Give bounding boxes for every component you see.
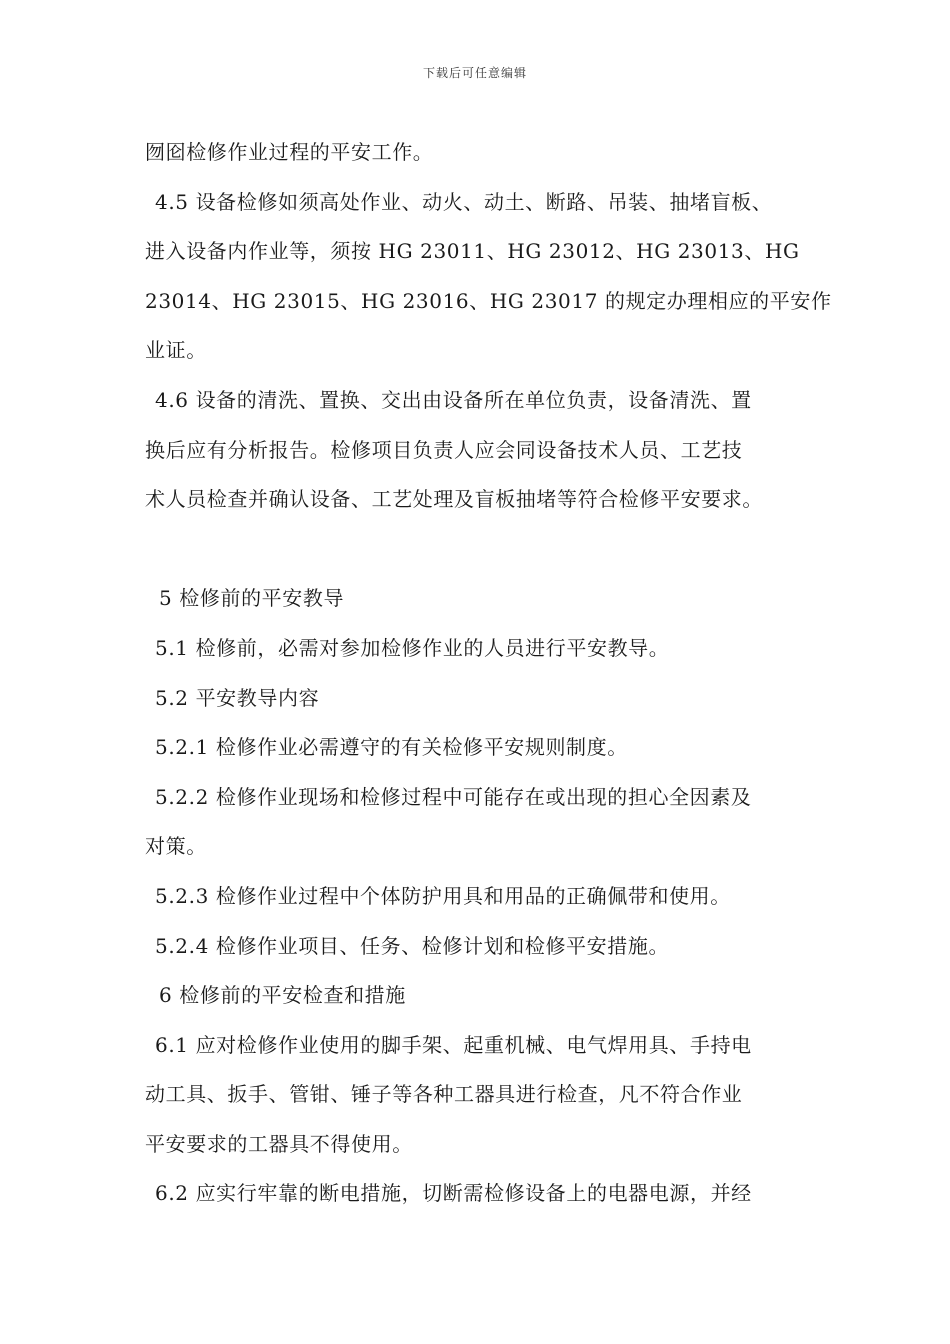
paragraph-line: 换后应有分析报告。检修项目负责人应会同设备技术人员、工艺技 — [145, 437, 743, 462]
paragraph-line: 进入设备内作业等，须按 HG 23011、HG 23012、HG 23013、HG — [145, 239, 800, 264]
paragraph-line: 6.2 应实行牢靠的断电措施，切断需检修设备上的电器电源，并经 — [155, 1181, 752, 1206]
section-heading: 5 检修前的平安教导 — [159, 586, 345, 611]
paragraph-line: 囫囵检修作业过程的平安工作。 — [145, 140, 434, 164]
paragraph-line: 5.2.3 检修作业过程中个体防护用具和用品的正确佩带和使用。 — [155, 883, 731, 908]
paragraph-line: 6.1 应对检修作业使用的脚手架、起重机械、电气焊用具、手持电 — [155, 1032, 752, 1057]
paragraph-line: 业证。 — [145, 338, 207, 363]
paragraph-line: 5.2.2 检修作业现场和检修过程中可能存在或出现的担心全因素及 — [155, 784, 752, 809]
paragraph-line: 5.2.4 检修作业项目、任务、检修计划和检修平安措施。 — [155, 933, 670, 958]
section-heading: 6 检修前的平安检查和措施 — [159, 983, 406, 1008]
document-body — [145, 128, 832, 1219]
paragraph-line: 23014、HG 23015、HG 23016、HG 23017 的规定办理相应的平安作 — [145, 288, 832, 313]
paragraph-line: 5.2 平安教导内容 — [155, 685, 320, 710]
paragraph-line: 动工具、扳手、管钳、锤子等各种工器具进行检查，凡不符合作业 — [145, 1082, 743, 1107]
paragraph-line: 术人员检查并确认设备、工艺处理及盲板抽堵等符合检修平安要求。 — [145, 487, 763, 512]
paragraph-line: 对策。 — [145, 834, 207, 859]
paragraph-line: 5.2.1 检修作业必需遵守的有关检修平安规则制度。 — [155, 735, 628, 760]
paragraph-line: 4.6 设备的清洗、置换、交出由设备所在单位负责，设备清洗、置 — [155, 387, 752, 412]
paragraph-line: 4.5 设备检修如须高处作业、动火、动土、断路、吊装、抽堵盲板、 — [155, 189, 773, 214]
blank-line — [145, 525, 810, 575]
header-note: 下载后可任意编辑 — [422, 66, 527, 80]
paragraph-line: 平安要求的工器具不得使用。 — [145, 1131, 413, 1156]
paragraph-line: 5.1 检修前，必需对参加检修作业的人员进行平安教导。 — [155, 635, 670, 660]
